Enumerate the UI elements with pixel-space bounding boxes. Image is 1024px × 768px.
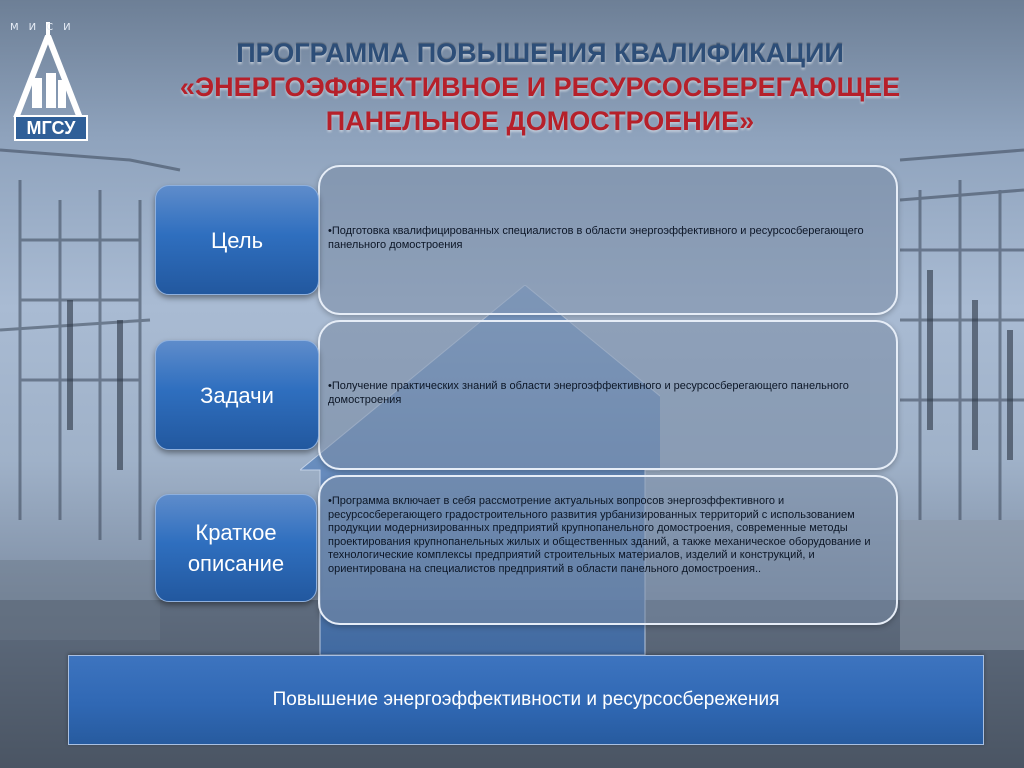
section-panel-tasks <box>318 320 898 470</box>
page-title <box>100 36 980 138</box>
section-panel-goal <box>318 165 898 315</box>
title-line-2: «ЭНЕРГОЭФФЕКТИВНОЕ И РЕСУРСОСБЕРЕГАЮЩЕЕ <box>179 72 901 102</box>
label-tasks: Задачи <box>155 340 319 450</box>
label-goal: Цель <box>155 185 319 295</box>
base-banner: Повышение энергоэффективности и ресурсосбережения <box>68 655 984 745</box>
tasks-text: •Получение практических знаний в области энергоэффективного и ресурсосберегающего панельного домостроения <box>328 380 849 406</box>
title-line-3: ПАНЕЛЬНОЕ ДОМОСТРОЕНИЕ» <box>325 106 755 136</box>
description-text: •Программа включает в себя рассмотрение актуальных вопросов энергоэффективного и ресурсосберегающего градостроительного развития урбанизированных территорий с использованием продукции модернизированных предприятий крупнопанельного домостроения, современные методы проектирования крупнопанельных жилых и общественных зданий, а также механическое оборудование и технологические комплексы предприятий строительных материалов, изделий и конструкций, и ориентирована на специалистов предприятий в области панельного домостроения.. <box>328 495 871 575</box>
title-line-1: ПРОГРАММА ПОВЫШЕНИЯ КВАЛИФИКАЦИИ <box>236 38 844 68</box>
section-panel-description <box>318 475 898 625</box>
label-description: Краткое описание <box>155 494 317 602</box>
goal-text: •Подготовка квалифицированных специалистов в области энергоэффективного и ресурсосберегающего панельного домостроения <box>328 225 864 251</box>
logo-name: МГСУ <box>14 115 88 141</box>
logo-letters: МИСИ <box>10 22 81 33</box>
